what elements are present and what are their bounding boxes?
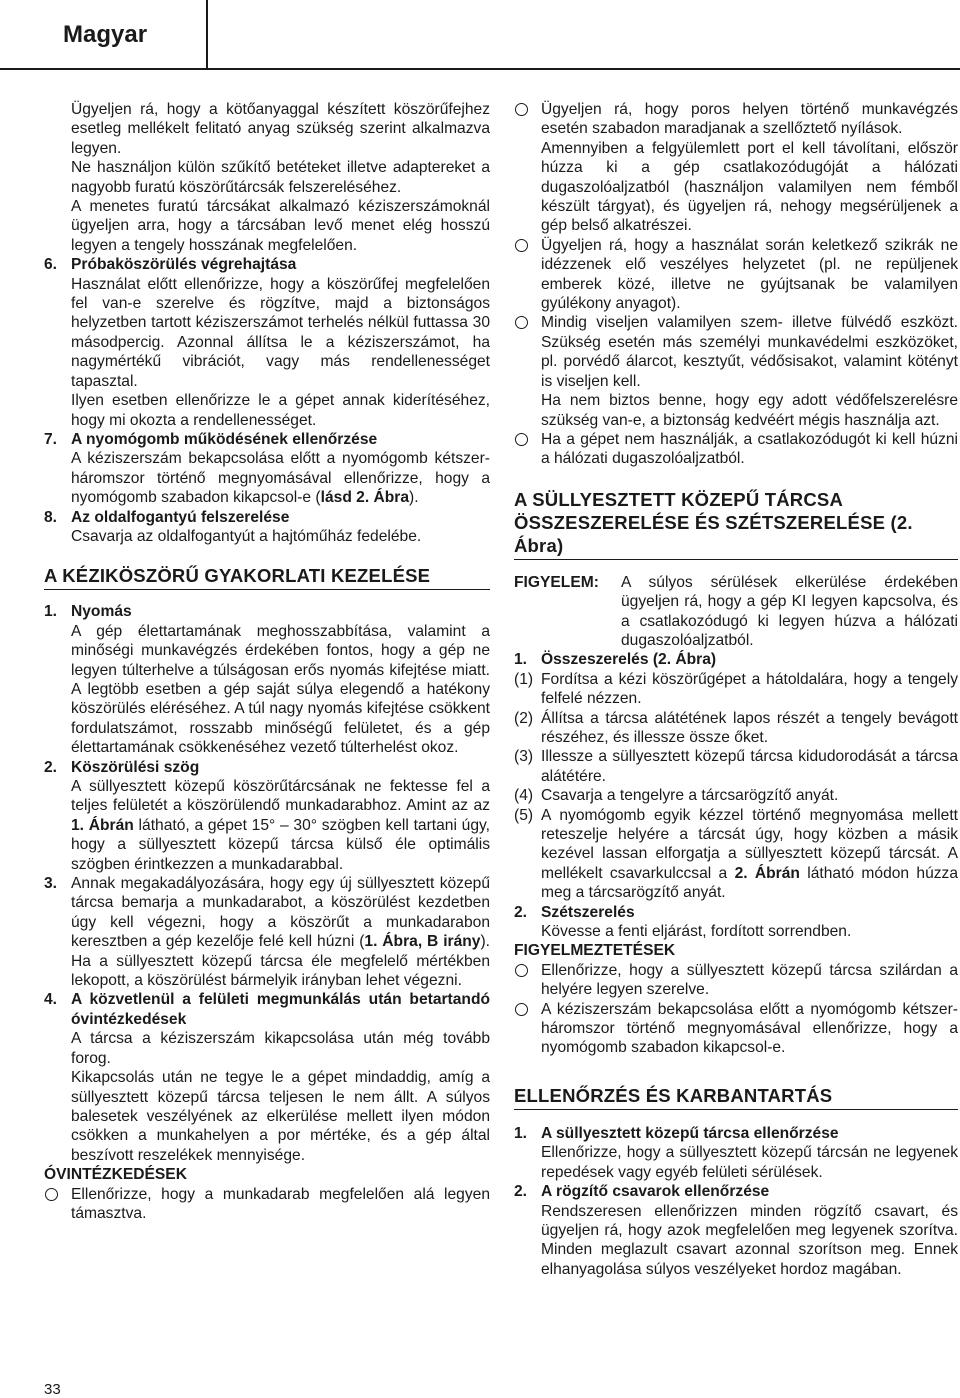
item-number: 4. — [44, 991, 58, 1009]
item-title: Próbaköszörülés végrehajtása — [71, 256, 297, 274]
item-number: 7. — [44, 430, 58, 448]
page-number: 33 — [44, 1381, 61, 1398]
item-body: Annak megakadályozására, hogy egy új süllyesztett közepű tárcsa bemarja a munkadarabot, a köszörülést kezdetben úgy kell végezni, hogy a köszörűt a munkadarabon keresztben a gép kezelője felé kell húzni (1. Ábra, B irány). Ha a süllyesztett közepű tárcsa éle megfelelő mértékben lekopott, a köszörülést bármelyik irányban lehet végezni. — [71, 875, 490, 990]
bullet-item: Ügyeljen rá, hogy a használat során keletkező szikrák ne idézzenek elő veszélyes helyzetet (pl. ne repüljenek emberek közé, illetve ne gyújtsanak be valamilyen gyúlékony anyagot). — [514, 236, 958, 314]
item-body: A süllyesztett közepű köszörűtárcsának ne fektesse fel a teljes felületét a köszörülendő munkadarabhoz. Amint az az 1. Ábrán látható, a gépet 15° – 30° szögben kell tartani úgy, hogy a süllyesztett közepű tárcsa külső éle optimális szögben érintkezzen a munkadarabbal. — [71, 778, 490, 873]
bullet-circle-icon — [515, 316, 528, 329]
warning-label: FIGYELEM: — [514, 573, 599, 591]
caution-item: Ellenőrizze, hogy a munkadarab megfelelően alá legyen támasztva. — [44, 1185, 490, 1224]
item-title: Nyomás — [71, 603, 132, 621]
bullet-item: Mindig viseljen valamilyen szem- illetve fülvédő eszközt. Szükség esetén más személyi munkavédelmi eszközöket, pl. porvédő álarcot, kesztyűt, védősisakot, valamint kötényt is viseljen kell. Ha nem biztos benne, hogy egy adott védőfelszerelésre szükség van-e, a biztonság kedvéért mégis használja azt. — [514, 313, 958, 429]
item-body: Ilyen esetben ellenőrizze le a gépet annak kiderítéséhez, hogy mi okozta a rendellenességet. — [71, 392, 490, 429]
item-screw-inspection — [514, 1182, 958, 1279]
section-heading-maintenance: ELLENŐRZÉS ÉS KARBANTARTÁS — [514, 1084, 958, 1110]
section-heading-practical-use: A KÉZIKÖSZÖRŰ GYAKORLATI KEZELÉSE — [44, 564, 490, 590]
bullet-circle-icon — [515, 964, 528, 977]
item-number: 8. — [44, 508, 58, 526]
warning-text: A súlyos sérülések elkerülése érdekében ügyeljen rá, hogy a gép KI legyen kapcsolva, és a csatlakozódugó ki legyen húzva a hálózati dugaszolóaljzatból. — [621, 573, 958, 649]
figure-reference: 1. Ábrán — [71, 816, 134, 834]
section-heading-assembly: A SÜLLYESZTETT KÖZEPŰ TÁRCSA ÖSSZESZERELÉSE ÉS SZÉTSZERELÉSE (2. Ábra) — [514, 488, 958, 560]
assembly-step: (4) Csavarja a tengelyre a tárcsarögzítő anyát. — [514, 787, 839, 805]
item-push-button-check — [44, 430, 490, 508]
item-disassembly — [514, 903, 958, 942]
item-title: A nyomógomb működésének ellenőrzése — [71, 430, 378, 448]
item-body: Kövesse a fenti eljárást, fordított sorrendben. — [541, 923, 852, 941]
assembly-step: (5) A nyomógomb egyik kézzel történő megnyomása mellett reteszelje helyére a tárcsát úgy, hogy közben a másik kezével lassan elforgatja a süllyesztett közepű tárcsát. A mellékelt csavarkulccsal a 2. Ábrán látható módon húzza meg a tárcsarögzítő anyát. — [514, 806, 959, 902]
item-new-wheel — [44, 874, 490, 990]
item-title: A közvetlenül a felületi megmunkálás után betartandó óvintézkedések — [71, 991, 490, 1028]
right-column — [514, 100, 958, 1279]
item-body: A kéziszerszám bekapcsolása előtt a nyomógomb kétszer-háromszor történő megnyomásával ellenőrizze, hogy a nyomógomb szabadon kikapcsol-e (lásd 2. Ábra). — [71, 450, 490, 507]
language-label: Magyar — [63, 21, 148, 48]
item-title: Összeszerelés (2. Ábra) — [541, 651, 717, 669]
header-rule — [208, 68, 960, 70]
bullet-circle-icon — [515, 1003, 528, 1016]
item-assembly — [514, 650, 958, 669]
warning-item: A kéziszerszám bekapcsolása előtt a nyomógomb kétszer-háromszor történő megnyomásával ellenőrizze, hogy a nyomógomb szabadon kikapcsol-e. — [514, 1000, 958, 1058]
bullet-item: Ha a gépet nem használják, a csatlakozódugót ki kell húzni a hálózati dugaszolóaljzatból. — [514, 430, 958, 469]
bullet-circle-icon — [515, 239, 528, 252]
warning-block — [514, 573, 958, 651]
intro-paragraph: Ne használjon külön szűkítő betéteket illetve adaptereket a nagyobb furatú köszörűtárcsák felszereléséhez. — [71, 159, 490, 196]
figure-reference: 1. Ábra, B irány — [364, 933, 481, 951]
bullet-circle-icon — [45, 1188, 58, 1201]
item-body: Kikapcsolás után ne tegye le a gépet mindaddig, amíg a süllyesztett közepű tárcsa teljesen le nem állt. A súlyos balesetek veszélyének az elkerülése mellett ilyen módon csökken a munkahelyen a por mértéke, és a gép által beszívott reszelékek mennyisége. — [71, 1069, 490, 1164]
cautions-heading: ÓVINTÉZKEDÉSEK — [44, 1166, 187, 1184]
warning-item: Ellenőrizze, hogy a süllyesztett közepű tárcsa szilárdan a helyére legyen szerelve. — [514, 961, 958, 1000]
assembly-step: (1) Fordítsa a kézi köszörűgépet a hátoldalára, hogy a tengely felfelé nézzen. — [514, 670, 958, 708]
item-body: Csavarja az oldalfogantyút a hajtóműház fedelébe. — [71, 527, 422, 545]
language-tab — [0, 0, 208, 70]
intro-paragraph: Ügyeljen rá, hogy a kötőanyaggal készített köszörűfejhez esetleg mellékelt felitató anyag szükség szerint alkalmazva legyen. — [71, 101, 490, 157]
item-test-grinding — [44, 255, 490, 430]
item-title: A süllyesztett közepű tárcsa ellenőrzése — [541, 1124, 839, 1142]
intro-paragraph: A menetes furatú tárcsákat alkalmazó kéziszerszámoknál ügyeljen arra, hogy a tárcsában levő menet elég hosszú legyen a tengely hosszának megfelelően. — [71, 198, 490, 254]
item-number: 6. — [44, 256, 58, 274]
item-title: A rögzítő csavarok ellenőrzése — [541, 1183, 770, 1201]
item-side-handle — [44, 508, 490, 547]
item-after-grinding — [44, 990, 490, 1165]
item-wheel-inspection — [514, 1124, 958, 1182]
item-number: 2. — [514, 903, 528, 921]
item-number: 2. — [44, 758, 58, 776]
item-title: Szétszerelés — [541, 903, 635, 921]
assembly-step: (2) Állítsa a tárcsa alátétének lapos részét a tengely bevágott részéhez, és illessze össze őket. — [514, 709, 958, 746]
item-title: Az oldalfogantyú felszerelése — [71, 508, 290, 526]
item-pressure — [44, 602, 490, 757]
item-body: A tárcsa a kéziszerszám kikapcsolása után még tovább forog. — [71, 1030, 490, 1067]
item-body: Ellenőrizze, hogy a süllyesztett közepű tárcsán ne legyenek repedések vagy egyéb felületi sérülések. — [541, 1144, 958, 1181]
item-body: Rendszeresen ellenőrizzen minden rögzítő csavart, és ügyeljen rá, hogy azok megfelelően meg legyenek szorítva. Minden meglazult csavart azonnal szorítson meg. Ennek elhanyagolása súlyos veszélyeket hordoz magában. — [541, 1202, 958, 1278]
item-number: 1. — [514, 651, 528, 669]
item-body: A gép élettartamának meghosszabbítása, valamint a minőségi munkavégzés érdekében fontos, hogy a gép ne legyen túlterhelve a túlságosan erős nyomás kifejtése miatt. A legtöbb esetben a gép saját súlya elegendő a hatékony köszörülés eléréséhez. A túl nagy nyomás kifejtése csökkent fordulatszámot, rosszabb minőségű felületet, és a gép élettartamának csökkenéséhez vezető túlterhelést okoz. — [71, 622, 490, 757]
bullet-circle-icon — [515, 103, 528, 116]
item-number: 3. — [44, 875, 58, 893]
bullet-item: Ügyeljen rá, hogy poros helyen történő munkavégzés esetén szabadon maradjanak a szellőztető nyílások. Amennyiben a felgyülemlett port el kell távolítani, először húzza ki a gép csatlakozódugóját a hálózati dugaszolóaljzatból (használjon valamilyen nem fémből készült tárgyat), és ügyeljen rá, nehogy megsérüljenek a gép belső alkatrészei. — [514, 100, 958, 236]
item-number: 1. — [514, 1124, 528, 1142]
item-title: Köszörülési szög — [71, 758, 200, 776]
bullet-circle-icon — [515, 433, 528, 446]
assembly-step: (3) Illessze a süllyesztett közepű tárcsa kidudorodását a tárcsa alátétére. — [514, 748, 958, 785]
item-number: 1. — [44, 603, 58, 621]
item-grinding-angle — [44, 758, 490, 874]
figure-reference: 2. Ábrán — [734, 864, 800, 882]
left-column — [44, 100, 490, 1223]
item-number: 2. — [514, 1183, 528, 1201]
item-body: Használat előtt ellenőrizze, hogy a köszörűfej megfelelően fel van-e szerelve és rögzítve, majd a biztonságos helyzetben tartott kéziszerszámot terhelés nélkül futtassa 30 másodpercig. Azonnal állítsa le a kéziszerszámot, ha nagymértékű vibrációt, vagy más rendellenességet tapasztal. — [71, 275, 490, 390]
warnings-heading: FIGYELMEZTETÉSEK — [514, 942, 676, 960]
figure-reference: lásd 2. Ábra — [320, 489, 410, 507]
